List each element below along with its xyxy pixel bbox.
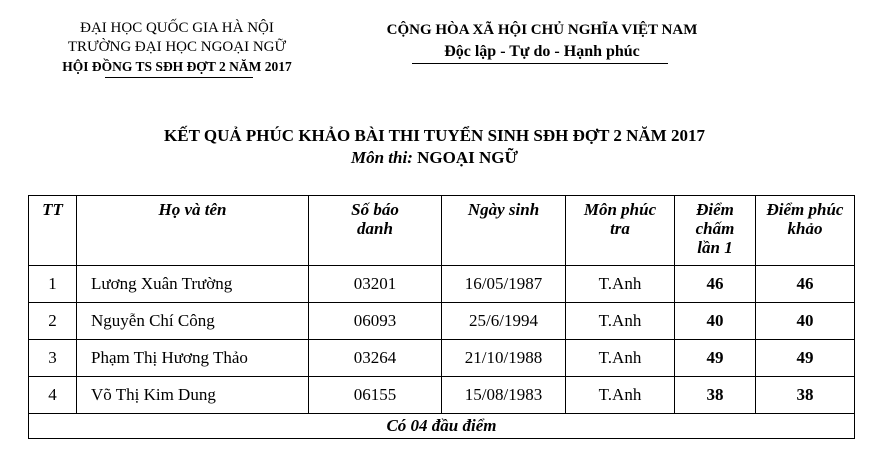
council-name: HỘI ĐỒNG TS SĐH ĐỢT 2 NĂM 2017 — [62, 59, 292, 74]
cell-subject: T.Anh — [566, 377, 675, 414]
col-header-subject — [566, 196, 675, 266]
table-footer-row — [29, 414, 855, 439]
cell-score1: 46 — [675, 266, 756, 303]
cell-score2: 49 — [756, 340, 855, 377]
col-header-score2-text: Điểm phúc khảo — [766, 200, 844, 238]
col-header-sbd — [309, 196, 442, 266]
cell-sbd: 06093 — [309, 303, 442, 340]
col-header-score1-text: Điểm chấm lần 1 — [695, 200, 735, 257]
cell-dob: 16/05/1987 — [442, 266, 566, 303]
table-header-row — [29, 196, 855, 266]
cell-dob: 15/08/1983 — [442, 377, 566, 414]
table-row — [29, 303, 855, 340]
cell-dob: 21/10/1988 — [442, 340, 566, 377]
subject-label: Môn thi: — [350, 148, 413, 167]
subject-value: NGOẠI NGỮ — [412, 148, 519, 167]
cell-score2: 46 — [756, 266, 855, 303]
cell-sbd: 03264 — [309, 340, 442, 377]
col-header-score2 — [756, 196, 855, 266]
score-count-note: Có 04 đầu điểm — [29, 414, 855, 439]
cell-name: Phạm Thị Hương Thảo — [77, 340, 309, 377]
header-right — [342, 19, 742, 63]
table-row — [29, 340, 855, 377]
cell-name: Lương Xuân Trường — [77, 266, 309, 303]
results-table — [28, 195, 855, 439]
cell-name: Nguyễn Chí Công — [77, 303, 309, 340]
table-row — [29, 266, 855, 303]
cell-score2: 40 — [756, 303, 855, 340]
table-row — [29, 377, 855, 414]
col-header-subject-text: Môn phúc tra — [583, 200, 657, 238]
cell-subject: T.Anh — [566, 266, 675, 303]
school-name: TRƯỜNG ĐẠI HỌC NGOẠI NGỮ — [67, 39, 287, 55]
col-header-score1 — [675, 196, 756, 266]
cell-tt: 3 — [29, 340, 77, 377]
cell-subject: T.Anh — [566, 303, 675, 340]
cell-score1: 40 — [675, 303, 756, 340]
header-left — [22, 19, 332, 76]
cell-sbd: 06155 — [309, 377, 442, 414]
country-name: CỘNG HÒA XÃ HỘI CHỦ NGHĨA VIỆT NAM — [386, 22, 698, 38]
document-title: KẾT QUẢ PHÚC KHẢO BÀI THI TUYỂN SINH SĐH ĐỢT 2 NĂM 2017 — [164, 126, 705, 145]
cell-subject: T.Anh — [566, 340, 675, 377]
col-header-tt: TT — [29, 196, 77, 266]
document-subtitle — [0, 147, 869, 169]
university-name: ĐẠI HỌC QUỐC GIA HÀ NỘI — [80, 20, 274, 36]
cell-score1: 38 — [675, 377, 756, 414]
cell-name: Võ Thị Kim Dung — [77, 377, 309, 414]
col-header-sbd-text: Số báo danh — [351, 200, 399, 238]
cell-tt: 4 — [29, 377, 77, 414]
col-header-dob: Ngày sinh — [442, 196, 566, 266]
col-header-name: Họ và tên — [77, 196, 309, 266]
header-left-underline — [105, 77, 253, 78]
header-right-underline — [412, 63, 668, 64]
cell-tt: 1 — [29, 266, 77, 303]
cell-sbd: 03201 — [309, 266, 442, 303]
cell-dob: 25/6/1994 — [442, 303, 566, 340]
cell-tt: 2 — [29, 303, 77, 340]
national-motto: Độc lập - Tự do - Hạnh phúc — [444, 43, 640, 60]
cell-score2: 38 — [756, 377, 855, 414]
cell-score1: 49 — [675, 340, 756, 377]
